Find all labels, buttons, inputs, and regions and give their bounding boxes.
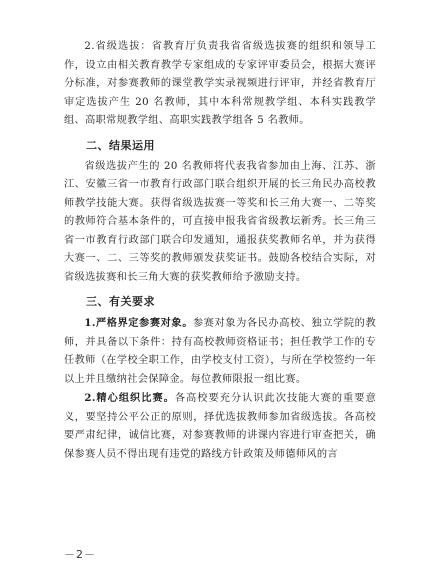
paragraph-requirement-2 [64, 389, 376, 464]
paragraph-provincial-selection: 2.省级选拔：省教育厅负责我省省级选拔赛的组织和领导工作，设立由相关教育教学专家组成的专家评审委员会，根据大赛评分标准，对参赛教师的课堂教学实录视频进行评审，并经省教育厅审定选拔产生 20 名教师，其中本科常规教学组、本科实践教学组、高职常规教学组、高职实践教学组各 5 名教师。 [64, 41, 376, 126]
requirement-1-text: 参赛对象为各民办高校、独立学院的教师，并具备以下条件：持有高校教师资格证书；担任教学工作的专任教师（在学校全职工作，由学校支付工资），与所在学校签约一年以上并且缴纳社会保障金。每位教师限报一组比赛。 [64, 318, 376, 385]
requirement-2-text: 各高校要充分认识此次技能大赛的重要意义，要坚持公平公正的原则，择优选拔教师参加省级选拔。各高校要严肃纪律，诚信比赛，对参赛教师的讲课内容进行审查把关，确保参赛人员不得出现有违党的路线方针政策及师德师风的言 [64, 393, 376, 460]
heading-requirements: 三、有关要求 [86, 295, 155, 308]
document-body [64, 38, 376, 464]
paragraph-requirement-1 [64, 314, 376, 389]
paragraph-results-application: 省级选拔产生的 20 名教师将代表我省参加由上海、江苏、浙江、安徽三省一市教育行政部门联合组织开展的长三角民办高校教师教学技能大赛。获得省级选拔赛一等奖和长三角大赛一、二等奖的教师符合基本条件的，可直接申报我省省级教坛新秀。长三角三省一市教育行政部门联合印发通知，通报获奖教师名单，并为获得大赛一、二、三等奖的教师颁发获奖证书。鼓励各校结合实际，对省级选拔赛和长三角大赛的获奖教师给予激励支持。 [64, 160, 376, 283]
heading-results-application: 二、结果运用 [86, 138, 155, 152]
requirement-1-lead: 1.严格界定参赛对象。 [84, 317, 193, 329]
page-number: －2－ [64, 548, 96, 561]
requirement-2-lead: 2.精心组织比赛。 [84, 392, 175, 404]
